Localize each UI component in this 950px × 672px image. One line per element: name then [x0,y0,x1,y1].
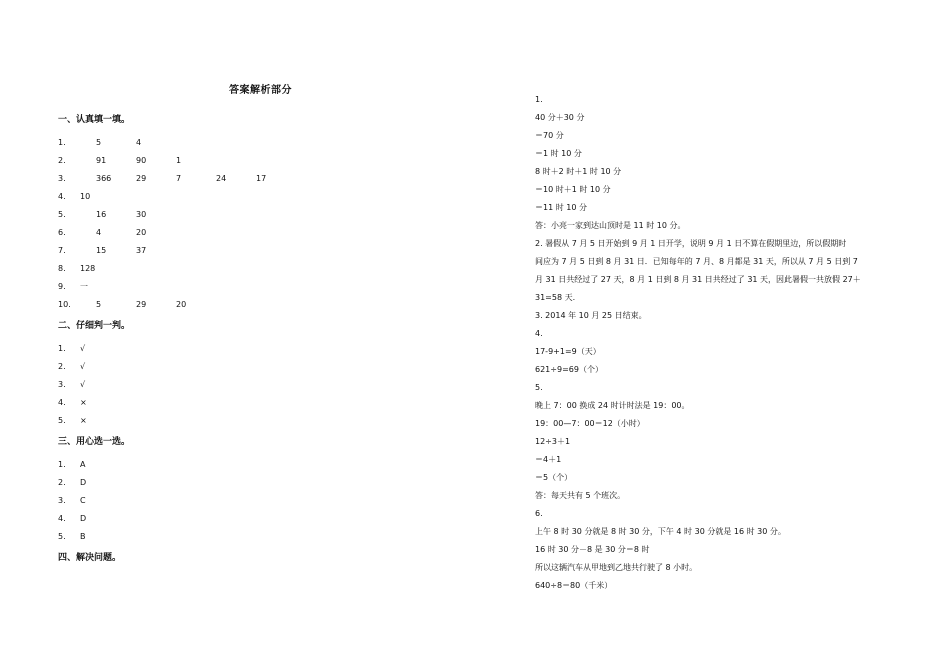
solution-line: 3. 2014 年 10 月 25 日结束。 [535,311,647,320]
answer-value: √ [80,344,86,353]
solution-line: 16 时 30 分－8 是 30 分＝8 时 [535,545,650,554]
answer-row [58,188,458,206]
answer-row [58,412,458,430]
solution-line: ＝1 时 10 分 [535,149,582,158]
question-number: 2. [58,156,66,165]
answer-value: 4 [136,138,142,147]
answer-value: 20 [176,300,187,309]
answer-value: 20 [136,228,147,237]
question-number: 5. [58,532,66,541]
answer-value: C [80,496,86,505]
answer-value: 366 [96,174,112,183]
answer-value: 1 [176,156,182,165]
answer-value: 15 [96,246,107,255]
answer-value: A [80,460,86,469]
question-number: 5. [58,416,66,425]
answer-value: 5 [96,300,102,309]
solution-line: 2. 暑假从 7 月 5 日开始到 9 月 1 日开学，说明 9 月 1 日不算在假期里边，所以假期时 [535,239,847,248]
answer-row [58,296,458,314]
answer-row [58,474,458,492]
section-heading: 三、用心选一选。 [58,437,131,447]
solution-line: 5. [535,383,543,392]
question-number: 1. [58,138,66,147]
answer-value: 17 [256,174,267,183]
question-number: 7. [58,246,66,255]
solution-line: 12÷3＋1 [535,437,571,446]
answer-value: 37 [136,246,147,255]
solution-line: 答：小亮一家到达山顶时是 11 时 10 分。 [535,221,686,230]
left-column [58,108,458,572]
answer-row [58,340,458,358]
solution-line: ＝5（个） [535,473,573,482]
solution-line: 晚上 7：00 换成 24 时计时法是 19：00。 [535,401,690,410]
answer-value: 一 [80,282,88,291]
answer-value: B [80,532,86,541]
answer-row [58,134,458,152]
answer-row [58,376,458,394]
right-column [535,91,925,595]
answer-value: 29 [136,174,147,183]
answer-row [58,278,458,296]
answer-row [58,242,458,260]
question-number: 2. [58,478,66,487]
question-number: 3. [58,174,66,183]
question-number: 4. [58,192,66,201]
section-heading: 四、解决问题。 [58,553,122,563]
question-number: 10. [58,300,71,309]
answer-value: × [80,416,87,425]
answer-value: 128 [80,264,96,273]
answer-value: 5 [96,138,102,147]
solution-line: 31=58 天. [535,293,576,302]
answer-value: × [80,398,87,407]
solution-line: 间应为 7 月 5 日到 8 月 31 日．已知每年的 7 月、8 月都是 31 天，所以从 7 月 5 日到 7 [535,257,858,266]
answer-value: 90 [136,156,147,165]
question-number: 1. [58,344,66,353]
answer-row [58,510,458,528]
answer-value: √ [80,362,86,371]
answer-row [58,492,458,510]
solution-line: 所以这辆汽车从甲地到乙地共行驶了 8 小时。 [535,563,698,572]
question-number: 1. [58,460,66,469]
section-heading: 二、仔细判一判。 [58,321,131,331]
answer-value: 10 [80,192,91,201]
answer-row [58,358,458,376]
answer-value: 4 [96,228,102,237]
answer-row [58,224,458,242]
question-number: 8. [58,264,66,273]
answer-value: √ [80,380,86,389]
answer-row [58,206,458,224]
answer-row [58,170,458,188]
solution-line: 621÷9=69（个） [535,365,603,374]
solution-line: ＝4＋1 [535,455,562,464]
answer-value: D [80,514,87,523]
section-heading: 一、认真填一填。 [58,115,131,125]
solution-line: ＝10 时＋1 时 10 分 [535,185,611,194]
solution-line: 月 31 日共经过了 27 天，8 月 1 日到 8 月 31 日共经过了 31 天，因此暑假一共放假 27＋ [535,275,861,284]
solution-line: 19：00—7：00＝12（小时） [535,419,645,428]
answer-row [58,528,458,546]
question-number: 4. [58,514,66,523]
solution-line: 640÷8＝80（千米） [535,581,613,590]
answer-value: 7 [176,174,182,183]
answer-row [58,260,458,278]
question-number: 9. [58,282,66,291]
solution-line: 1. [535,95,543,104]
answer-row [58,152,458,170]
answer-value: 16 [96,210,107,219]
answer-value: 91 [96,156,107,165]
solution-line: 8 时＋2 时＋1 时 10 分 [535,167,622,176]
answer-row [58,394,458,412]
question-number: 4. [58,398,66,407]
question-number: 6. [58,228,66,237]
question-number: 5. [58,210,66,219]
page-title: 答案解析部分 [229,85,292,96]
answer-value: 24 [216,174,227,183]
solution-line: 答：每天共有 5 个班次。 [535,491,626,500]
answer-row [58,456,458,474]
solution-line: ＝11 时 10 分 [535,203,587,212]
solution-line: 4. [535,329,543,338]
question-number: 3. [58,496,66,505]
question-number: 3. [58,380,66,389]
solution-line: 17-9+1=9（天） [535,347,601,356]
solution-line: 上午 8 时 30 分就是 8 时 30 分，下午 4 时 30 分就是 16 时 30 分。 [535,527,786,536]
answer-value: 29 [136,300,147,309]
question-number: 2. [58,362,66,371]
answer-value: D [80,478,87,487]
answer-value: 30 [136,210,147,219]
solution-line: ＝70 分 [535,131,564,140]
solution-line: 40 分＋30 分 [535,113,585,122]
solution-line: 6. [535,509,543,518]
